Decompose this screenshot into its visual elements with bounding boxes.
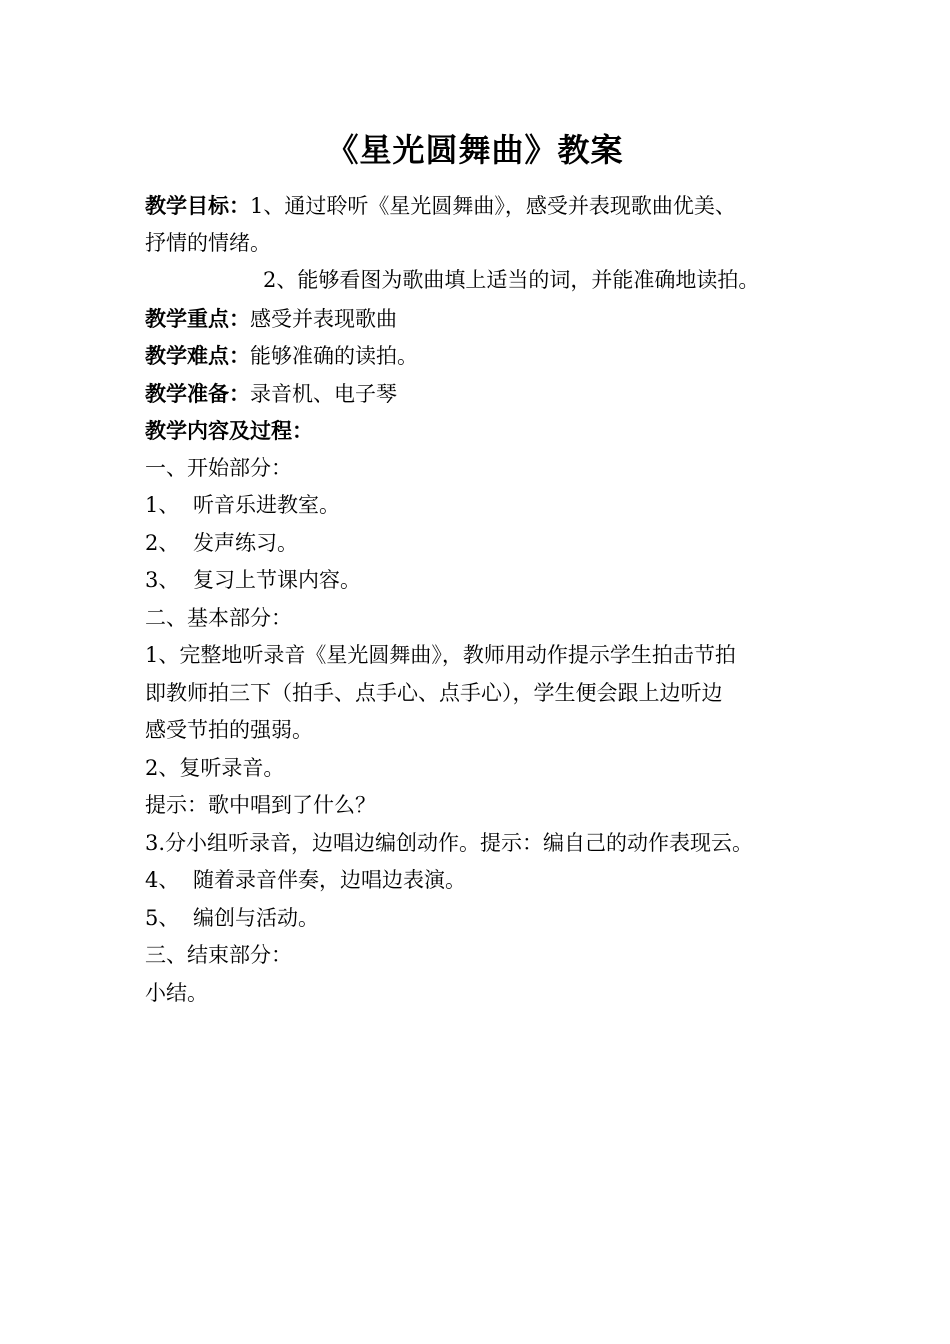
objective-2: 2、能够看图为歌曲填上适当的词，并能准确地读拍。 [263,268,760,292]
key-points [145,300,835,338]
document-body [145,187,835,1012]
objectives-line-1 [145,187,835,225]
part2-paragraph-2: 2、复听录音。 [145,755,285,780]
preparation-label: 教学准备： [145,380,250,406]
part2-paragraph-1-line-1: 1、完整地听录音《星光圆舞曲》，教师用动作提示学生拍击节拍 [145,643,736,667]
page-title: 《星光圆舞曲》教案 [326,131,624,169]
part2-paragraph-1-line-3: 感受节拍的强弱。 [145,718,313,742]
difficulties-text: 能够准确的读拍。 [250,344,418,368]
preparation-text: 录音机、电子琴 [250,381,397,406]
list-item-number: 1、 [145,493,180,517]
part2-heading: 二、基本部分： [145,605,292,630]
list-item-number: 2、 [145,530,180,555]
list-item [145,525,835,563]
list-item-text: 发声练习。 [193,530,298,555]
process-label: 教学内容及过程： [145,418,313,443]
part2-paragraph-3: 3.分小组听录音，边唱边编创动作。提示：编自己的动作表现云。 [145,830,754,855]
preparation [145,375,835,413]
list-item-text: 复习上节课内容。 [193,568,361,592]
list-item-text: 听音乐进教室。 [193,493,340,517]
part2-hint: 提示：歌中唱到了什么？ [145,793,376,817]
list-item-number: 4、 [145,868,180,892]
key-points-text: 感受并表现歌曲 [250,306,397,331]
part3-heading: 三、结束部分： [145,943,292,967]
difficulties-label: 教学难点： [145,343,250,368]
list-item-number: 3、 [145,568,180,592]
difficulties [145,337,835,375]
part2-paragraph-1-line-2: 即教师拍三下（拍手、点手心、点手心），学生便会跟上边听边 [145,680,723,705]
list-item [145,487,835,525]
list-item [145,900,835,938]
list-item-number: 5、 [145,905,180,930]
list-item [145,562,835,600]
part1-heading: 一、开始部分： [145,455,292,480]
objectives-label: 教学目标： [145,193,250,218]
part3-summary: 小结。 [145,980,208,1005]
key-points-label: 教学重点： [145,305,250,331]
objective-1-text: 1、通过聆听《星光圆舞曲》，感受并表现歌曲优美、 [250,194,736,218]
list-item [145,862,835,900]
list-item-text: 编创与活动。 [193,905,319,930]
list-item-text: 随着录音伴奏，边唱边表演。 [193,868,466,892]
objectives-line-2: 抒情的情绪。 [145,230,271,255]
